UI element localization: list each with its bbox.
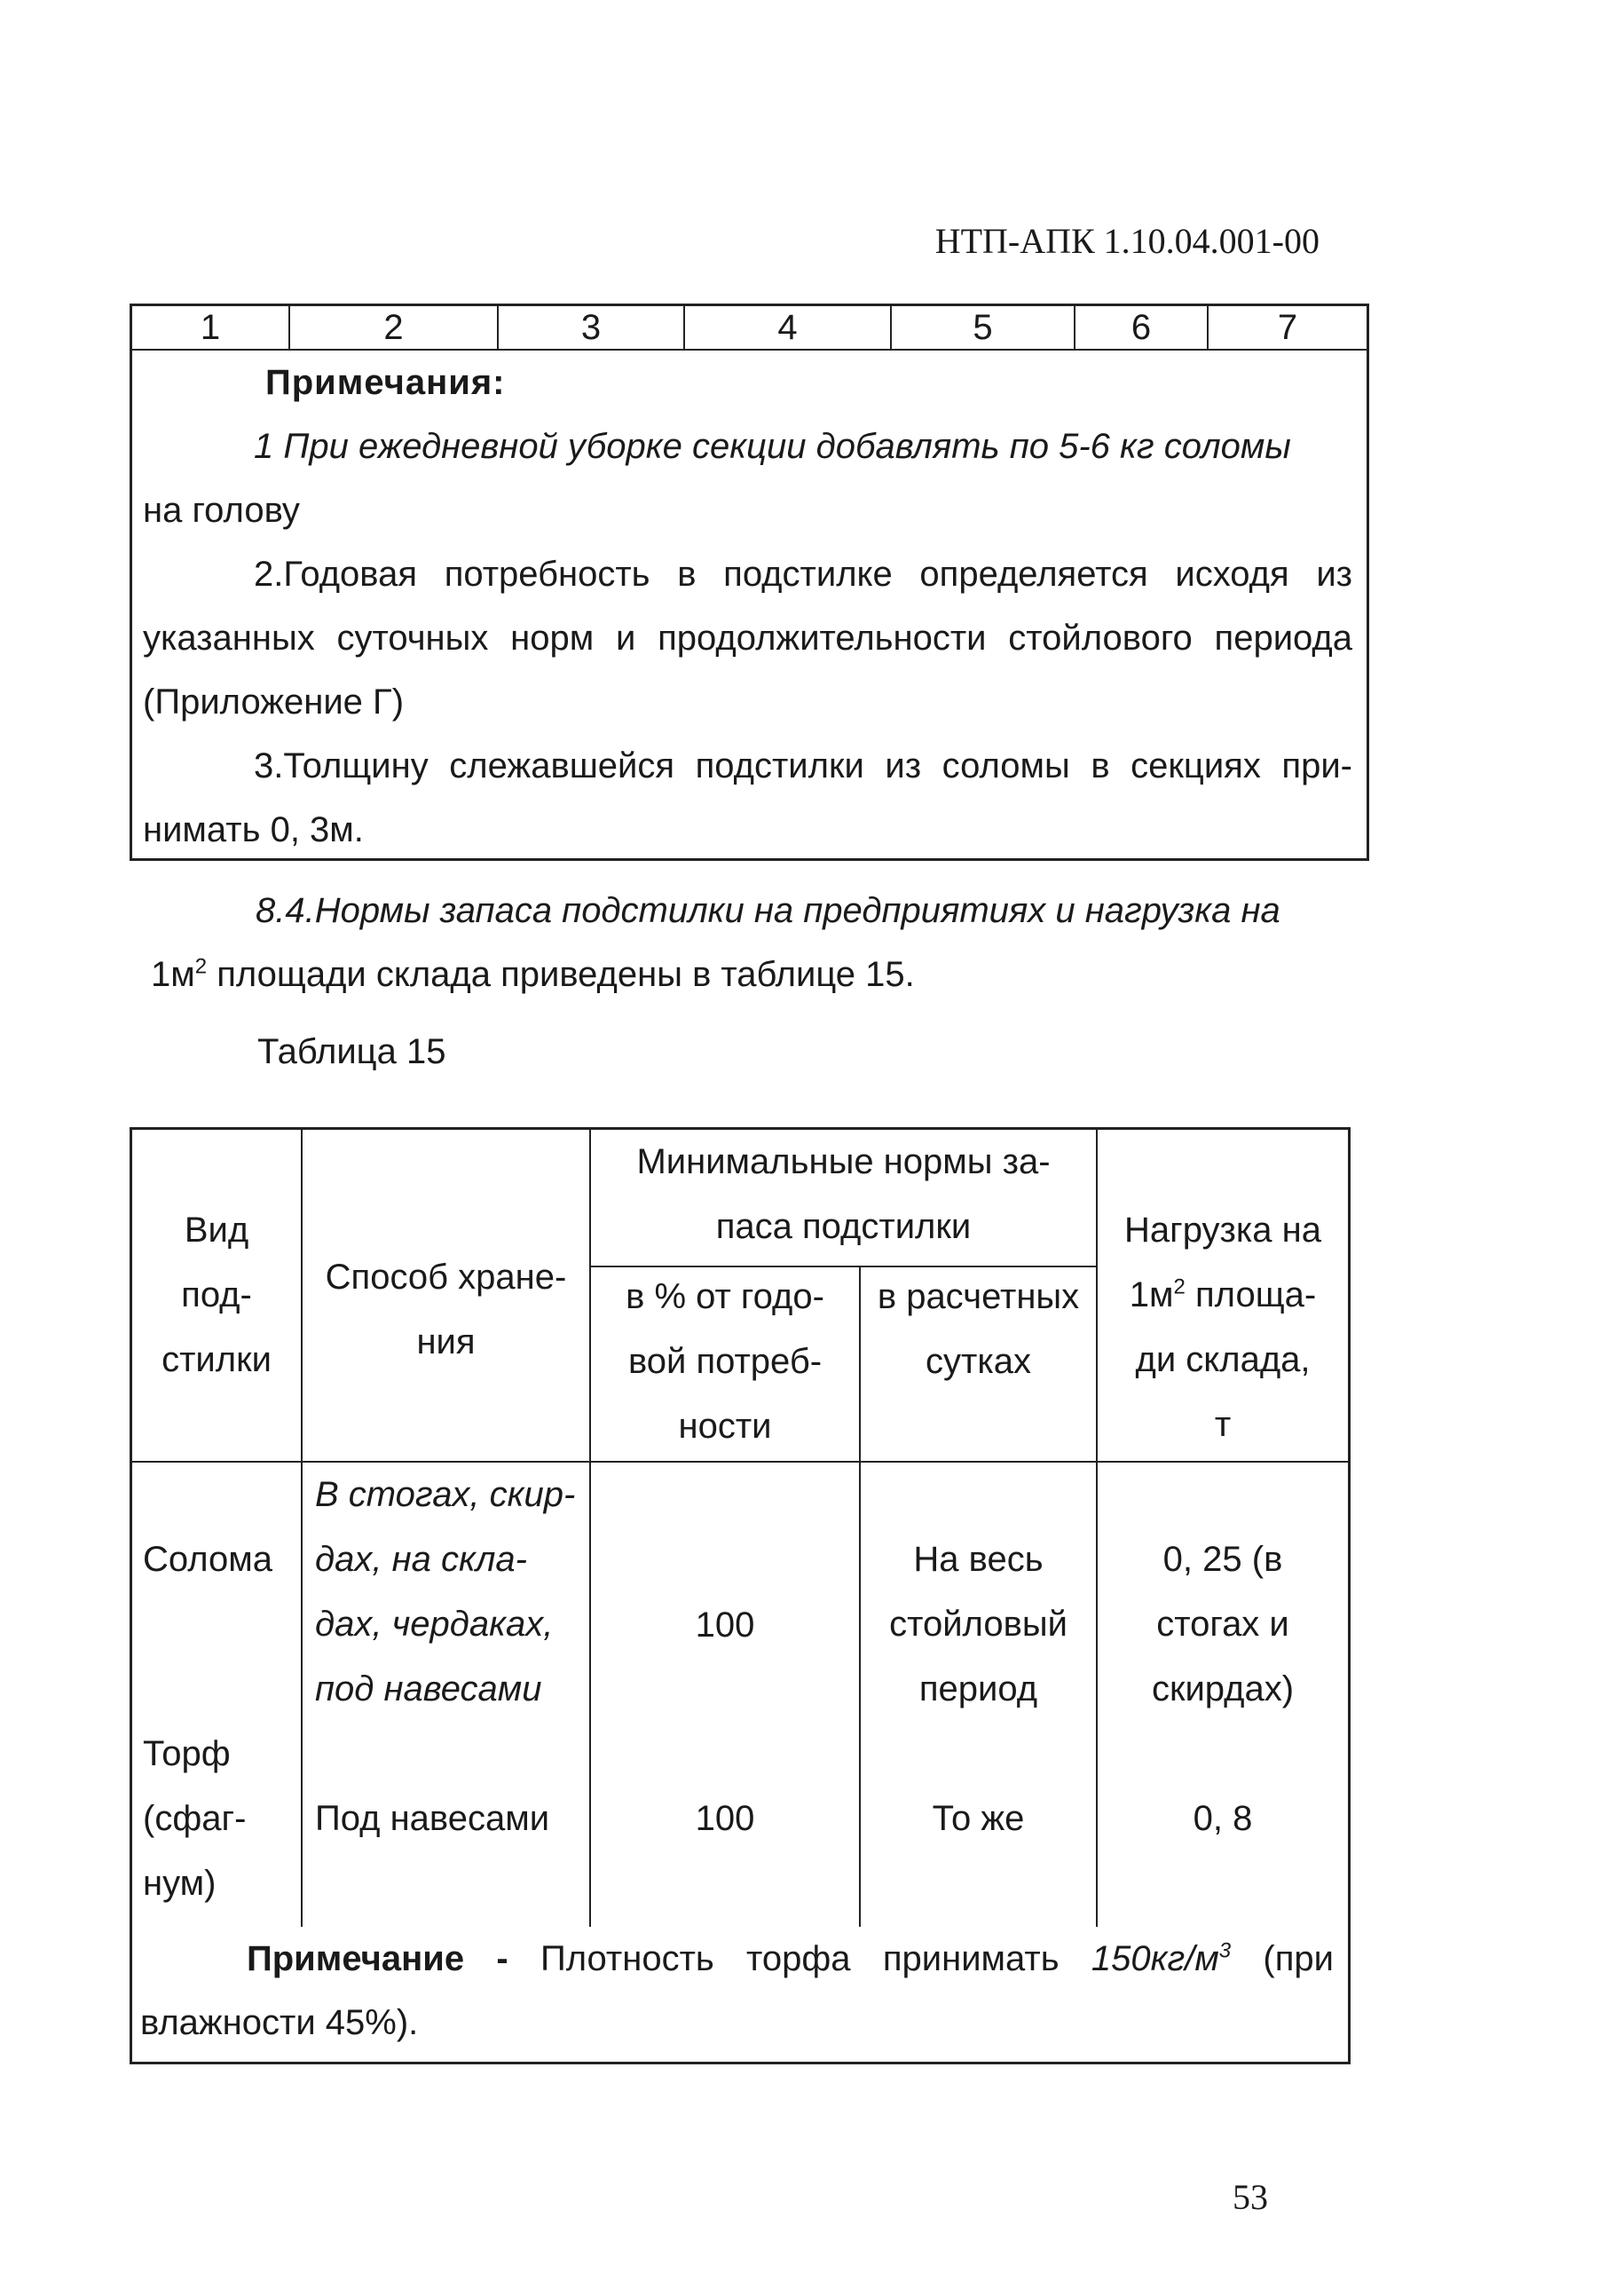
note-3: 3.Толщину слежавшейся подстилки из соломы в секциях при-нимать 0, 3м. [143, 746, 1352, 849]
document-code: НТП-АПК 1.10.04.001-00 [934, 221, 1320, 261]
section-paragraph [151, 879, 1313, 1006]
paragraph-line-1: 8.4.Нормы запаса подстилки на предприятиях и нагрузка на [256, 891, 1280, 930]
note-line-1: Примечание - Плотность торфа принимать $150кг/м^3$ (при [140, 1927, 1334, 1991]
table-15-note [140, 1927, 1334, 2055]
row-peat-type: Торф (сфаг- нум) [143, 1734, 247, 1903]
notes-block [132, 351, 1367, 862]
column-number: 3 [499, 306, 685, 349]
note-line-2: влажности 45%). [140, 2003, 419, 2042]
column-number: 4 [685, 306, 892, 349]
column-number: 6 [1075, 306, 1209, 349]
header-days: в расчетных сутках [877, 1277, 1080, 1381]
header-min-norms: Минимальные нормы за- паса подстилки [636, 1142, 1051, 1246]
header-percent: в % от годо- вой потреб- ности [626, 1277, 824, 1446]
row-straw-type: Солома [143, 1540, 273, 1579]
note-label: Примечание [247, 1939, 465, 1978]
column-number: 7 [1277, 307, 1298, 347]
note-2: 2.Годовая потребность в подстилке определяется исходя из указанных суточных норм и продолжительности стойлового периода (Приложение Г) [143, 555, 1352, 722]
continuation-table [130, 304, 1369, 861]
page-number: 53 [1233, 2177, 1268, 2217]
table-caption: Таблица 15 [257, 1032, 446, 1071]
table-15 [130, 1127, 1351, 2064]
row-straw-load: 0, 25 (в стогах и скирдах) [1151, 1540, 1295, 1708]
row-peat-days: То же [932, 1799, 1025, 1838]
row-straw-days: На весь стойловый период [889, 1540, 1068, 1708]
note-1-line-1: 1 При ежедневной уборке секции добавлять по 5-6 кг соломы [254, 427, 1291, 466]
column-number: 1 [132, 306, 290, 349]
notes-heading: Примечания: [265, 363, 506, 402]
note-dash: - [496, 1939, 508, 1978]
column-number: 2 [290, 306, 499, 349]
header-storage: Способ хране- ния [325, 1258, 567, 1361]
column-number-row [132, 306, 1367, 351]
row-straw-percent: 100 [695, 1606, 755, 1645]
header-load: Нагрузка на $1м^2$ площа- ди склада, т [1124, 1211, 1321, 1444]
note-1-line-2: на голову [143, 491, 300, 530]
row-peat-percent: 100 [695, 1799, 755, 1838]
column-number: 5 [892, 306, 1075, 349]
paragraph-line-2: $1м^2$ площади склада приведены в таблице 15. [151, 954, 915, 994]
row-straw-storage: В стогах, скир- дах, на скла- дах, чердаках, под навесами [315, 1475, 576, 1708]
row-peat-load: 0, 8 [1193, 1799, 1253, 1838]
header-type: Вид под- стилки [162, 1211, 272, 1379]
row-peat-storage: Под навесами [315, 1799, 550, 1838]
